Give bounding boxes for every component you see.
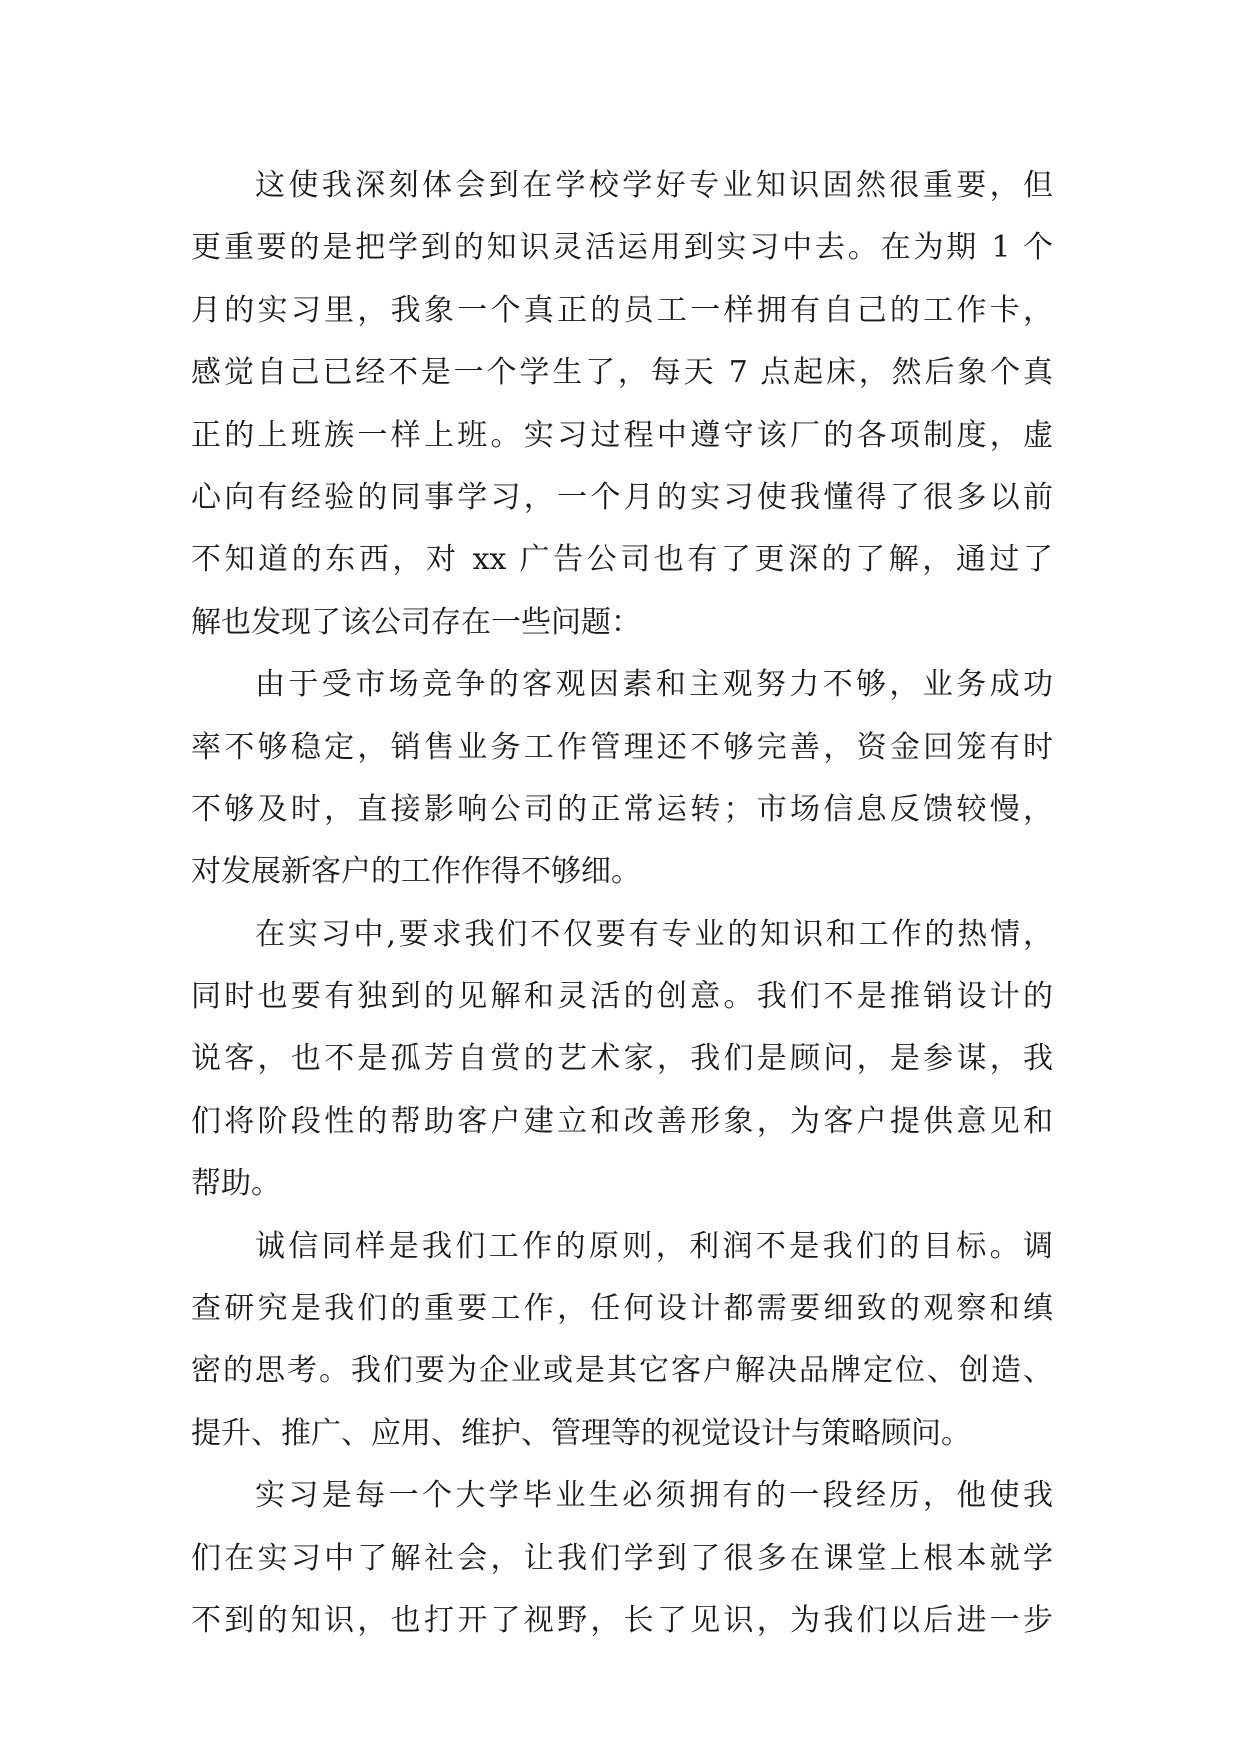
text-line: 在实习中,要求我们不仅要有专业的知识和工作的热情， [255, 916, 1053, 952]
text-line: 不知道的东西，对 xx 广告公司也有了更深的了解，通过了 [191, 542, 1053, 578]
text-line: 由于受市场竞争的客观因素和主观努力不够，业务成功 [255, 667, 1053, 703]
text-line: 说客，也不是孤芳自赏的艺术家，我们是顾问，是参谋，我 [191, 1041, 1053, 1077]
paragraph-3 [191, 904, 1053, 1216]
text-line: 们在实习中了解社会，让我们学到了很多在课堂上根本就学 [191, 1540, 1053, 1576]
text-line: 不到的知识，也打开了视野，长了见识，为我们以后进一步 [191, 1602, 1053, 1638]
text-line: 实习是每一个大学毕业生必须拥有的一段经历，他使我 [255, 1478, 1053, 1514]
text-line: 提升、推广、应用、维护、管理等的视觉设计与策略顾问。 [191, 1415, 971, 1451]
text-line: 帮助。 [191, 1166, 281, 1202]
text-line: 感觉自己已经不是一个学生了，每天 7 点起床，然后象个真 [191, 355, 1053, 391]
text-line: 对发展新客户的工作作得不够细。 [191, 854, 641, 890]
text-line: 更重要的是把学到的知识灵活运用到实习中去。在为期 1 个 [191, 230, 1053, 266]
text-line: 正的上班族一样上班。实习过程中遵守该厂的各项制度，虚 [191, 417, 1053, 453]
document-body [191, 155, 1053, 1652]
text-line: 诚信同样是我们工作的原则，利润不是我们的目标。调 [255, 1228, 1053, 1264]
text-line: 率不够稳定，销售业务工作管理还不够完善，资金回笼有时 [191, 729, 1053, 765]
paragraph-4 [191, 1216, 1053, 1466]
text-line: 查研究是我们的重要工作，任何设计都需要细致的观察和缜 [191, 1291, 1053, 1327]
text-line: 心向有经验的同事学习，一个月的实习使我懂得了很多以前 [191, 479, 1053, 515]
text-line: 同时也要有独到的见解和灵活的创意。我们不是推销设计的 [191, 979, 1053, 1015]
text-line: 不够及时，直接影响公司的正常运转；市场信息反馈较慢， [191, 791, 1053, 827]
text-line: 们将阶段性的帮助客户建立和改善形象，为客户提供意见和 [191, 1103, 1053, 1139]
paragraph-1 [191, 155, 1053, 654]
text-line: 月的实习里，我象一个真正的员工一样拥有自己的工作卡， [191, 292, 1053, 328]
text-line: 这使我深刻体会到在学校学好专业知识固然很重要，但 [255, 168, 1053, 203]
text-line: 解也发现了该公司存在一些问题： [191, 604, 641, 640]
text-line: 密的思考。我们要为企业或是其它客户解决品牌定位、创造、 [191, 1353, 1053, 1389]
paragraph-5 [191, 1465, 1053, 1652]
paragraph-2 [191, 654, 1053, 904]
